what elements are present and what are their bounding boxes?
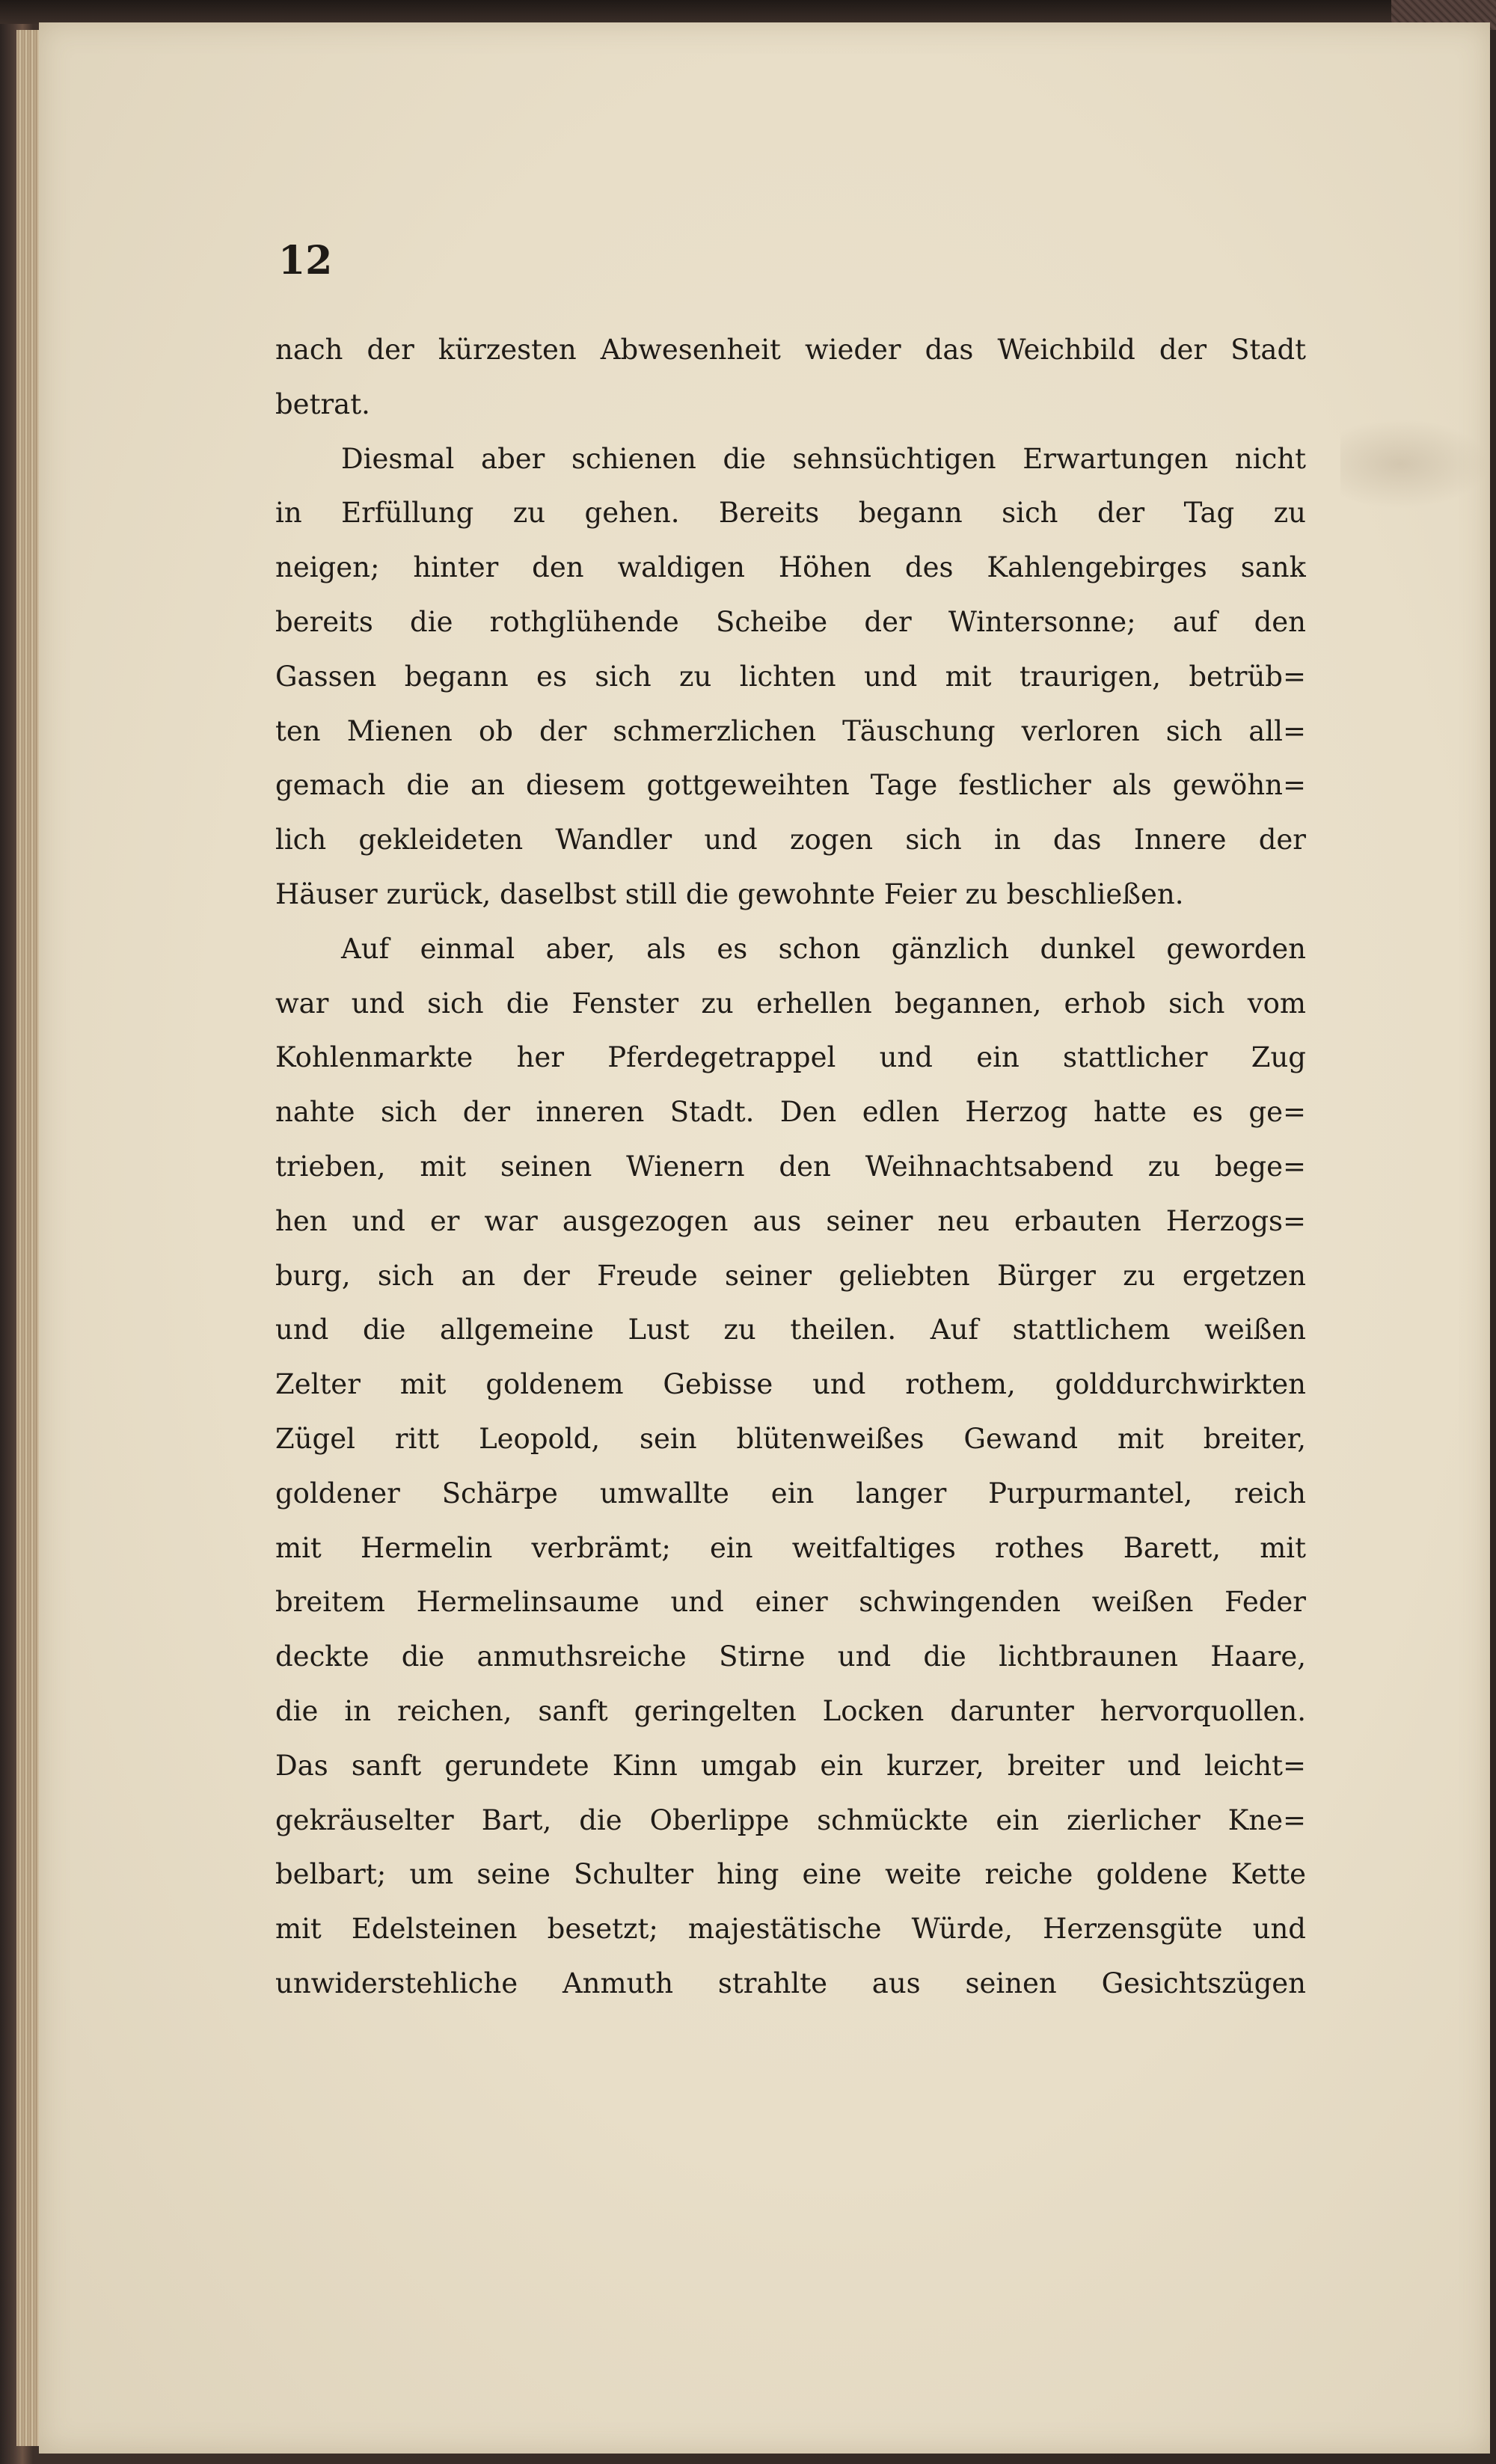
text-line: gemach die an diesem gottgeweihten Tage festlicher als gewöhn= (275, 769, 1306, 802)
text-line: hen und er war ausgezogen aus seiner neu erbauten Herzogs= (275, 1204, 1306, 1237)
body-text (275, 323, 1306, 2011)
text-line: mit Hermelin verbrämt; ein weitfaltiges rothes Barett, mit (275, 1531, 1306, 1564)
text-line: Kohlenmarkte her Pferdegetrappel und ein stattlicher Zug (275, 1041, 1306, 1074)
text-line: belbart; um seine Schulter hing eine weite reiche goldene Kette (275, 1858, 1306, 1891)
text-line: und die allgemeine Lust zu theilen. Auf stattlichem weißen (275, 1314, 1306, 1346)
text-line: Das sanft gerundete Kinn umgab ein kurzer, breiter und leicht= (275, 1749, 1306, 1782)
text-line: burg, sich an der Freude seiner geliebten Bürger zu ergetzen (275, 1259, 1306, 1292)
text-line: Diesmal aber schienen die sehnsüchtigen Erwartungen nicht (341, 442, 1306, 475)
text-line: mit Edelsteinen besetzt; majestätische Würde, Herzensgüte und (275, 1913, 1306, 1946)
text-line: lich gekleideten Wandler und zogen sich in das Innere der (275, 824, 1306, 856)
text-line: neigen; hinter den waldigen Höhen des Kahlengebirges sank (275, 551, 1306, 584)
text-line: gekräuselter Bart, die Oberlippe schmückte ein zierlicher Kne= (275, 1803, 1306, 1836)
page-number: 12 (278, 238, 333, 284)
text-line: Zelter mit goldenem Gebisse und rothem, golddurchwirkten (275, 1368, 1306, 1401)
text-line: nahte sich der inneren Stadt. Den edlen Herzog hatte es ge= (275, 1096, 1306, 1129)
text-line: breitem Hermelinsaume und einer schwingenden weißen Feder (275, 1586, 1306, 1619)
text-line: in Erfüllung zu gehen. Bereits begann sich der Tag zu (275, 497, 1306, 530)
page-edges (16, 30, 42, 2446)
text-line: deckte die anmuthsreiche Stirne und die lichtbraunen Haare, (275, 1640, 1306, 1673)
text-line: war und sich die Fenster zu erhellen begannen, erhob sich vom (275, 987, 1306, 1020)
text-line: nach der kürzesten Abwesenheit wieder das Weichbild der Stadt (275, 334, 1306, 366)
text-line: bereits die rothglühende Scheibe der Wintersonne; auf den (275, 605, 1306, 638)
scan-top-border (0, 0, 1496, 24)
text-line: ten Mienen ob der schmerzlichen Täuschung verloren sich all= (275, 714, 1306, 747)
text-line: trieben, mit seinen Wienern den Weihnachtsabend zu bege= (275, 1150, 1306, 1183)
text-line: die in reichen, sanft geringelten Locken darunter hervorquollen. (275, 1694, 1306, 1727)
text-line: betrat. (275, 387, 370, 420)
text-line: unwiderstehliche Anmuth strahlte aus seinen Gesichtszügen (275, 1967, 1306, 1999)
ink-bleed-through (1340, 419, 1490, 509)
text-line: goldener Schärpe umwallte ein langer Purpurmantel, reich (275, 1477, 1306, 1510)
text-line: Zügel ritt Leopold, sein blütenweißes Gewand mit breiter, (275, 1422, 1306, 1455)
text-line: Auf einmal aber, als es schon gänzlich dunkel geworden (341, 932, 1306, 965)
text-line: Gassen begann es sich zu lichten und mit traurigen, betrüb= (275, 660, 1306, 693)
text-line: Häuser zurück, daselbst still die gewohnte Feier zu beschließen. (275, 877, 1184, 910)
